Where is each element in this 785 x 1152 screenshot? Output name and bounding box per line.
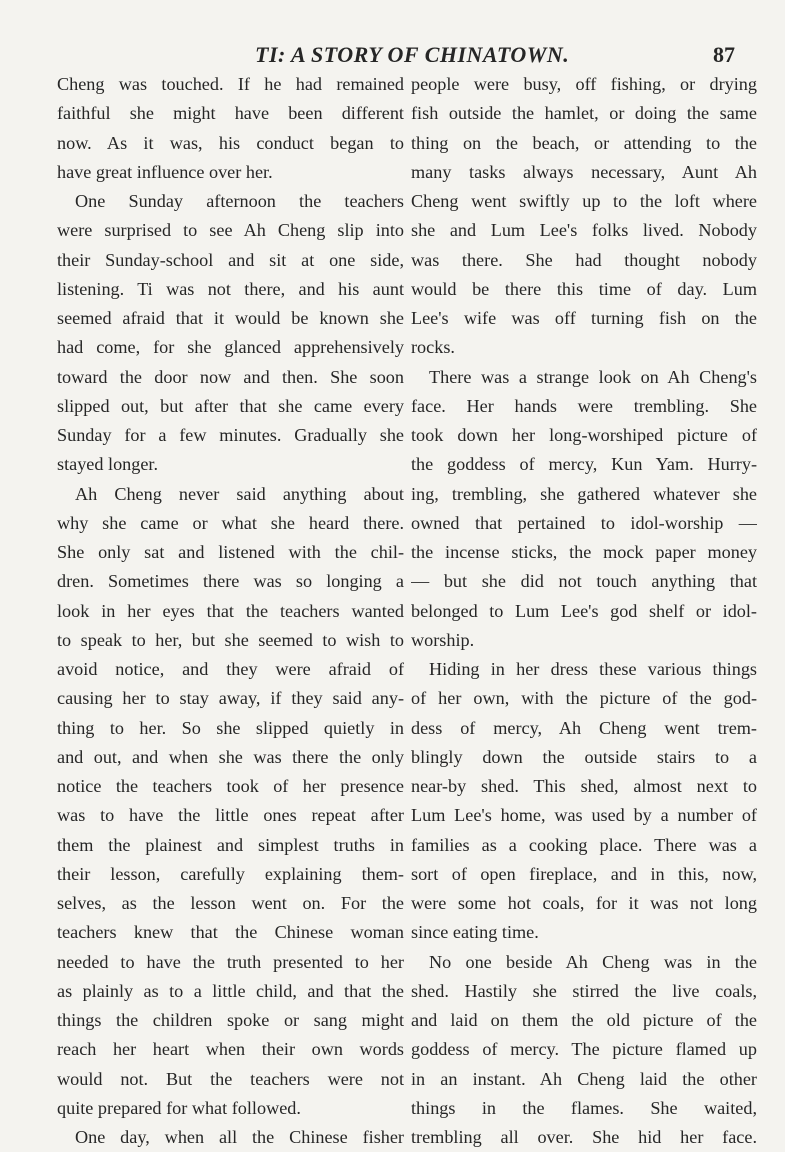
text-line: She only sat and listened with the chil- xyxy=(57,542,404,562)
text-line: have great influence over her. xyxy=(57,161,273,182)
text-line: would be there this time of day. Lum xyxy=(411,278,757,299)
text-line: slipped out, but after that she came every xyxy=(57,395,404,416)
text-column-right xyxy=(411,70,757,1152)
text-line: shed. Hastily she stirred the live coals, xyxy=(411,980,757,1001)
text-line: people were busy, off fishing, or drying xyxy=(411,74,757,94)
text-line: in an instant. Ah Cheng laid the other xyxy=(411,1068,757,1089)
text-line: as plainly as to a little child, and that the xyxy=(57,980,404,1001)
text-line: face. Her hands were trembling. She xyxy=(411,395,757,416)
text-line: many tasks always necessary, Aunt Ah xyxy=(411,161,757,182)
text-line: were some hot coals, for it was not long xyxy=(411,893,757,913)
text-line: toward the door now and then. She soon xyxy=(57,366,404,387)
text-line: their Sunday-school and sit at one side, xyxy=(57,249,404,270)
text-line: Hiding in her dress these various things xyxy=(429,659,757,679)
text-line: families as a cooking place. There was a xyxy=(411,834,757,855)
text-line: stayed longer. xyxy=(57,454,159,475)
text-line: had come, for she glanced apprehensively xyxy=(57,337,404,358)
text-line: things in the flames. She waited, xyxy=(411,1097,757,1118)
text-line: would not. But the teachers were not xyxy=(57,1068,404,1089)
text-line: thing on the beach, or attending to the xyxy=(411,132,757,153)
text-line: worship. xyxy=(411,629,475,650)
text-line: Lum Lee's home, was used by a number of xyxy=(411,805,757,826)
text-line: near-by shed. This shed, almost next to xyxy=(411,776,757,796)
text-line: the goddess of mercy, Kun Yam. Hurry- xyxy=(411,454,757,475)
text-line: seemed afraid that it would be known she xyxy=(57,308,404,328)
text-line: Sunday for a few minutes. Gradually she xyxy=(57,425,404,445)
text-line: belonged to Lum Lee's god shelf or idol- xyxy=(411,600,757,621)
page-number: 87 xyxy=(713,42,735,67)
running-head xyxy=(0,42,785,68)
text-line: their lesson, carefully explaining them- xyxy=(57,863,404,884)
text-line: took down her long-worshiped picture of xyxy=(411,425,757,445)
text-line: One Sunday afternoon the teachers xyxy=(75,191,404,211)
text-line: why she came or what she heard there. xyxy=(57,512,404,533)
text-line: There was a strange look on Ah Cheng's xyxy=(429,366,757,387)
text-line: to speak to her, but she seemed to wish to xyxy=(57,629,404,650)
text-line: listening. Ti was not there, and his aunt xyxy=(57,278,404,299)
text-line: them the plainest and simplest truths in xyxy=(57,834,404,855)
text-line: selves, as the lesson went on. For the xyxy=(57,893,404,913)
text-line: since eating time. xyxy=(411,922,539,943)
text-line: and laid on them the old picture of the xyxy=(411,1010,757,1030)
text-line: ing, trembling, she gathered whatever she xyxy=(411,483,757,504)
text-line: One day, when all the Chinese fisher xyxy=(75,1127,404,1147)
text-line: quite prepared for what followed. xyxy=(57,1097,301,1118)
text-line: Lee's wife was off turning fish on the xyxy=(411,308,757,328)
text-line: No one beside Ah Cheng was in the xyxy=(429,951,757,972)
text-line: notice the teachers took of her presence xyxy=(57,776,404,796)
text-line: thing to her. So she slipped quietly in xyxy=(57,717,404,738)
text-line: Cheng went swiftly up to the loft where xyxy=(411,191,757,211)
text-line: she and Lum Lee's folks lived. Nobody xyxy=(411,220,757,241)
text-line: was there. She had thought nobody xyxy=(411,249,757,270)
running-head-title: TI: A STORY OF CHINATOWN. xyxy=(255,42,570,67)
text-line: faithful she might have been different xyxy=(57,103,404,124)
text-line: things the children spoke or sang might xyxy=(57,1010,404,1030)
text-line: were surprised to see Ah Cheng slip into xyxy=(57,220,404,241)
text-line: dren. Sometimes there was so longing a xyxy=(57,571,404,592)
text-line: now. As it was, his conduct began to xyxy=(57,132,404,153)
text-line: reach her heart when their own words xyxy=(57,1039,404,1060)
text-line: goddess of mercy. The picture flamed up xyxy=(411,1039,757,1060)
text-line: dess of mercy, Ah Cheng went trem- xyxy=(411,717,757,738)
text-line: trembling all over. She hid her face. xyxy=(411,1127,757,1147)
text-line: teachers knew that the Chinese woman xyxy=(57,922,404,943)
text-line: blingly down the outside stairs to a xyxy=(411,746,757,767)
text-line: owned that pertained to idol-worship — xyxy=(411,512,757,533)
text-line: the incense sticks, the mock paper money xyxy=(411,542,757,562)
text-line: fish outside the hamlet, or doing the same xyxy=(411,103,757,124)
text-line: — but she did not touch anything that xyxy=(411,571,757,592)
text-line: and out, and when she was there the only xyxy=(57,746,404,767)
text-line: Ah Cheng never said anything about xyxy=(75,483,404,504)
text-line: sort of open fireplace, and in this, now, xyxy=(411,863,757,884)
text-line: look in her eyes that the teachers wanted xyxy=(57,600,404,621)
text-line: needed to have the truth presented to her xyxy=(57,951,404,972)
text-line: rocks. xyxy=(411,337,455,358)
text-line: avoid notice, and they were afraid of xyxy=(57,659,404,679)
text-line: causing her to stay away, if they said any- xyxy=(57,688,404,709)
text-column-left xyxy=(57,70,404,1152)
text-line: Cheng was touched. If he had remained xyxy=(57,74,404,94)
text-line: was to have the little ones repeat after xyxy=(57,805,404,826)
text-line: of her own, with the picture of the god- xyxy=(411,688,757,709)
